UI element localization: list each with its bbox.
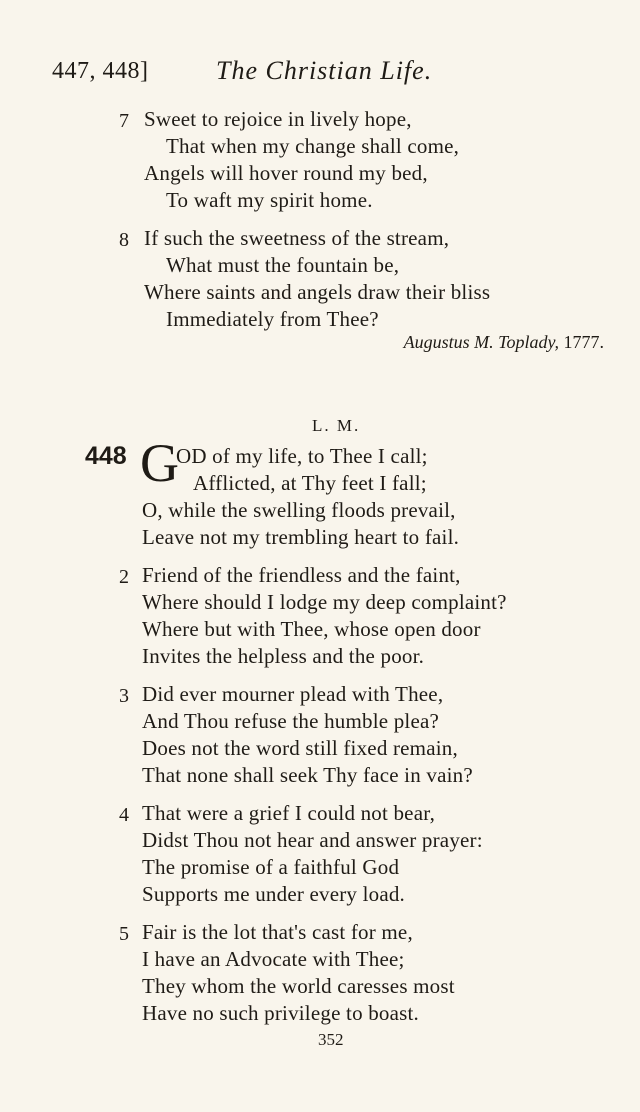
verse-number-5: 5: [119, 923, 129, 945]
verse-1-line-2: Afflicted, at Thy feet I fall;: [193, 471, 427, 495]
verse-number-2: 2: [119, 566, 129, 588]
verse-7-line-4: To waft my spirit home.: [166, 188, 373, 212]
page-number: 352: [318, 1030, 344, 1049]
verse-number-7: 7: [119, 110, 129, 132]
verse-8-line-4: Immediately from Thee?: [166, 307, 379, 331]
verse-5-line-4: Have no such privilege to boast.: [142, 1001, 420, 1025]
meter-label: L. M.: [312, 416, 361, 435]
author-name: Augustus M. Toplady,: [403, 332, 559, 352]
author-year: 1777.: [563, 332, 604, 352]
verse-7-line-2: That when my change shall come,: [166, 134, 460, 158]
verse-3-line-1: Did ever mourner plead with Thee,: [142, 682, 444, 706]
verse-8-line-2: What must the fountain be,: [166, 253, 400, 277]
verse-2-line-1: Friend of the friendless and the faint,: [142, 563, 461, 587]
header-title: The Christian Life.: [216, 56, 433, 85]
verse-3-line-4: That none shall seek Thy face in vain?: [142, 763, 473, 787]
verse-4-line-1: That were a grief I could not bear,: [142, 801, 436, 825]
verse-4-line-2: Didst Thou not hear and answer prayer:: [142, 828, 483, 852]
verse-3-line-2: And Thou refuse the humble plea?: [142, 709, 440, 733]
verse-8-line-1: If such the sweetness of the stream,: [144, 226, 450, 250]
header-hymn-numbers: 447, 448]: [52, 58, 149, 84]
verse-5-line-3: They whom the world caresses most: [142, 974, 455, 998]
verse-7-line-3: Angels will hover round my bed,: [144, 161, 428, 185]
verse-number-4: 4: [119, 804, 129, 826]
verse-4-line-4: Supports me under every load.: [142, 882, 405, 906]
verse-1-line-3: O, while the swelling floods prevail,: [142, 498, 456, 522]
verse-4-line-3: The promise of a faithful God: [142, 855, 400, 879]
verse-2-line-2: Where should I lodge my deep complaint?: [142, 590, 507, 614]
verse-number-8: 8: [119, 229, 129, 251]
verse-5-line-1: Fair is the lot that's cast for me,: [142, 920, 413, 944]
drop-cap: G: [140, 433, 179, 493]
verse-5-line-2: I have an Advocate with Thee;: [142, 947, 405, 971]
verse-2-line-4: Invites the helpless and the poor.: [142, 644, 425, 668]
verse-7-line-1: Sweet to rejoice in lively hope,: [144, 107, 412, 131]
attribution: [404, 332, 604, 353]
hymn-number: 448: [85, 442, 127, 470]
verse-3-line-3: Does not the word still fixed remain,: [142, 736, 458, 760]
verse-1-line-4: Leave not my trembling heart to fail.: [142, 525, 460, 549]
verse-8-line-3: Where saints and angels draw their bliss: [144, 280, 491, 304]
verse-1-line-1: OD of my life, to Thee I call;: [176, 444, 428, 468]
verse-number-3: 3: [119, 685, 129, 707]
verse-2-line-3: Where but with Thee, whose open door: [142, 617, 481, 641]
